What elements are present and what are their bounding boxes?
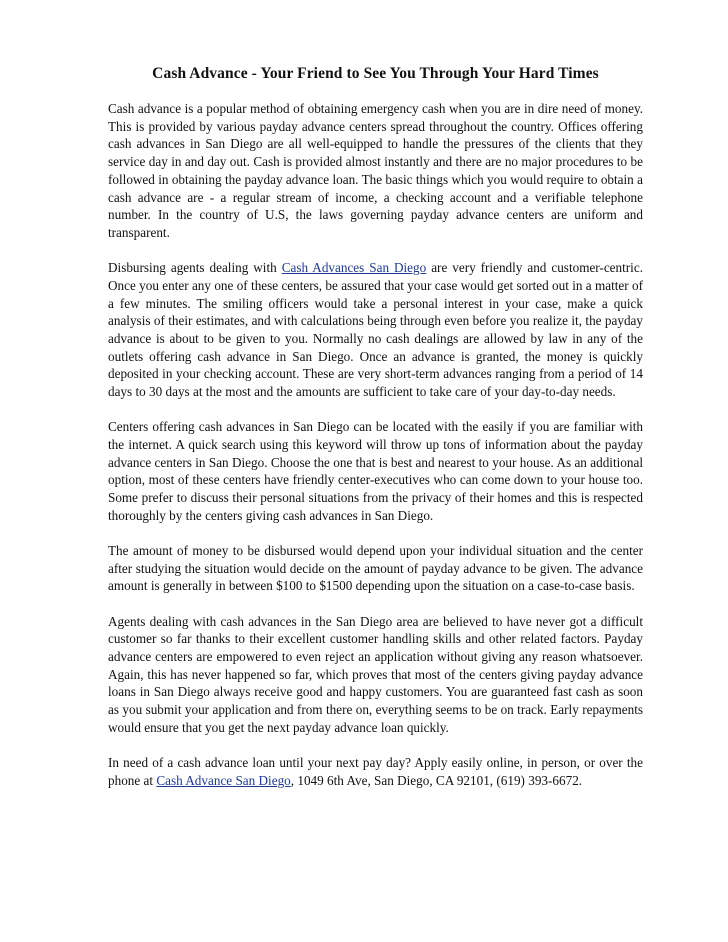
paragraph-agents-dealing: Agents dealing with cash advances in the San Diego area are believed to have never got a difficult customer so far thanks to their excellent customer handling skills and other related factors. Payday advance centers are empowered to even reject an application without giving any reason whatsoever. Again, this has never happened so far, which proves that most of the centers giving payday advance loans in San Diego always receive good and happy customers. You are guaranteed fast cash as soon as you submit your application and from there on, everything seems to be on track. Early repayments would ensure that you get the next payday advance loan quickly.: [108, 613, 643, 735]
paragraph-intro: Cash advance is a popular method of obtaining emergency cash when you are in dire need of money. This is provided by various payday advance centers spread throughout the country. Offices offering cash advances in San Diego are all well-equipped to handle the pressures of the clients that they service day in and day out. Cash is provided almost instantly and there are no major procedures to be followed in obtaining the payday advance loan. The basic things which you would require to obtain a cash advance are - a regular stream of income, a checking account and a verifiable telephone number. In the country of U.S, the laws governing payday advance centers are uniform and transparent.: [108, 101, 643, 240]
cash-advance-san-diego-link[interactable]: Cash Advance San Diego: [156, 772, 291, 788]
paragraph-amount: The amount of money to be disbursed would depend upon your individual situation and the center after studying the situation would decide on the amount of payday advance to be given. The advance amount is generally in between $100 to $1500 depending upon the situation on a case-to-case basis.: [108, 542, 643, 594]
paragraph-centers-offering: Centers offering cash advances in San Diego can be located with the easily if you are familiar with the internet. A quick search using this keyword will throw up tons of information about the payday advance centers in San Diego. Choose the one that is best and nearest to your house. As an additional option, most of these centers have friendly center-executives who can come down to your house too. Some prefer to discuss their personal situations from the privacy of their homes and this is respected thoroughly by the centers giving cash advances in San Diego.: [108, 419, 643, 523]
paragraph-text: , 1049 6th Ave, San Diego, CA 92101, (619) 393-6672.: [290, 772, 583, 788]
paragraph-text: In need of a cash advance loan until your next pay day? Apply easily online, in person, or over the phone at: [108, 755, 643, 788]
cash-advances-san-diego-link[interactable]: Cash Advances San Diego: [281, 260, 427, 276]
paragraph-contact: [108, 754, 643, 789]
paragraph-text: are very friendly and customer-centric. Once you enter any one of these centers, be assured that your case would get sorted out in a matter of a few minutes. The smiling officers would take a personal interest in your case, make a quick analysis of their estimates, and with calculations being through even before you realize it, the payday advance is about to be given to you. Normally no cash dealings are allowed by law in any of the outlets offering cash advance in San Diego. Once an advance is granted, the money is quickly deposited in your checking account. These are very short-term advances ranging from a period of 14 days to 30 days at the most and the amounts are sufficient to take care of your day-to-day needs.: [108, 260, 643, 400]
paragraph-disbursing-agents: [108, 259, 643, 401]
document-page: [108, 64, 643, 807]
document-title: Cash Advance - Your Friend to See You Through Your Hard Times: [152, 65, 599, 82]
paragraph-text: Disbursing agents dealing with: [108, 260, 282, 276]
